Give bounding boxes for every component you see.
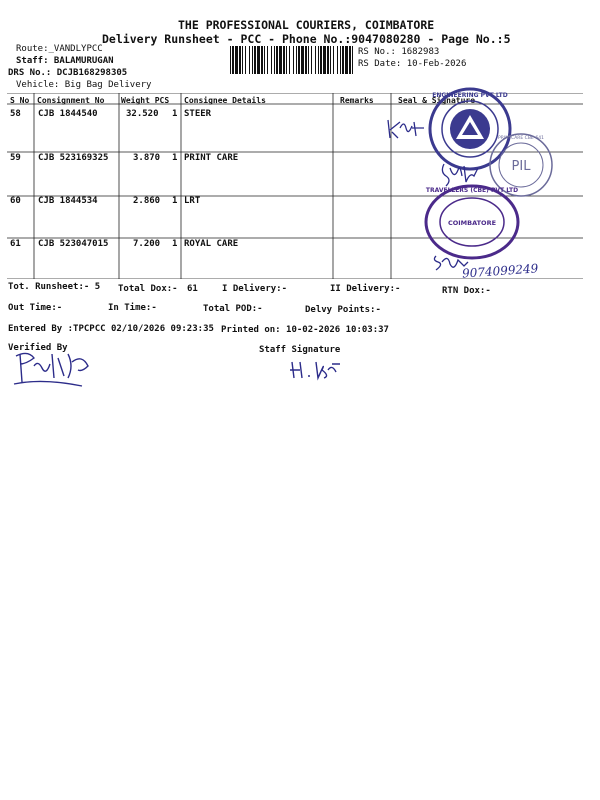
row-weight: 2.860 <box>133 196 161 206</box>
delvy-points: Delvy Points:- <box>305 305 381 315</box>
rs-date: RS Date: 10-Feb-2026 <box>358 59 467 69</box>
staff-label: Staff: BALAMURUGAN <box>16 56 114 66</box>
row-pcs: 1 <box>172 153 178 163</box>
svg-text:TRAVELLERS (CBE) PVT LTD: TRAVELLERS (CBE) PVT LTD <box>425 187 519 194</box>
row-sno: 58 <box>10 109 21 119</box>
row-consignment: CJB 523047015 <box>38 239 109 249</box>
row-consignee: ROYAL CARE <box>184 239 239 249</box>
signature-row-59 <box>438 158 482 190</box>
row-sno: 59 <box>10 153 21 163</box>
staff-signature <box>288 358 344 382</box>
row-consignment: CJB 1844540 <box>38 109 98 119</box>
col-header-weight-pcs: Weight PCS <box>121 96 170 105</box>
tot-runsheet: Tot. Runsheet:- 5 <box>8 282 101 292</box>
out-time: Out Time:- <box>8 303 63 313</box>
i-delivery: I Delivery:- <box>222 284 288 294</box>
document-title: THE PROFESSIONAL COURIERS, COIMBATORE <box>178 18 435 32</box>
rs-number: RS No.: 1682983 <box>358 47 440 57</box>
staff-signature-label: Staff Signature <box>259 345 341 355</box>
row-consignee: LRT <box>184 196 201 206</box>
svg-text:PIL: PIL <box>511 159 531 174</box>
row-pcs: 1 <box>172 196 178 206</box>
svg-text:COIMBATORE: COIMBATORE <box>447 219 497 227</box>
row-consignee: PRINT CARE <box>184 153 239 163</box>
row-consignment: CJB 523169325 <box>38 153 109 163</box>
drs-number: DRS No.: DCJB168298305 <box>8 68 128 78</box>
rtn-dox: RTN Dox:- <box>442 286 491 296</box>
row-weight: 3.870 <box>133 153 161 163</box>
handwritten-phone-number: 9074099249 <box>461 261 539 281</box>
row-pcs: 1 <box>172 109 178 119</box>
row-weight: 32.520 <box>126 109 159 119</box>
vehicle-label: Vehicle: Big Bag Delivery <box>16 80 152 90</box>
printed-on: Printed on: 10-02-2026 10:03:37 <box>221 325 389 335</box>
total-dox-value: 61 <box>187 284 198 294</box>
row-sno: 60 <box>10 196 21 206</box>
svg-text:PRINTCARE CBE-641: PRINTCARE CBE-641 <box>498 136 544 141</box>
svg-text:ENGINEERING PVT LTD: ENGINEERING PVT LTD <box>432 92 508 99</box>
col-header-consignee: Consignee Details <box>184 96 266 105</box>
entered-by: Entered By :TPCPCC 02/10/2026 09:23:35 <box>8 324 214 334</box>
row-pcs: 1 <box>172 239 178 249</box>
ii-delivery: II Delivery:- <box>330 284 401 294</box>
in-time: In Time:- <box>108 303 157 313</box>
verified-by-label: Verified By <box>8 343 68 353</box>
document-subtitle: Delivery Runsheet - PCC - Phone No.:9047080280 - Page No.:5 <box>102 32 511 46</box>
row-consignee: STEER <box>184 109 212 119</box>
col-header-sno: S No <box>10 96 30 105</box>
barcode-image <box>229 46 355 74</box>
col-header-consignment: Consignment No <box>37 96 105 105</box>
total-pod: Total POD:- <box>203 304 263 314</box>
col-header-seal: Seal & Signature <box>398 96 476 105</box>
row-consignment: CJB 1844534 <box>38 196 98 206</box>
row-sno: 61 <box>10 239 21 249</box>
route-label: Route:_VANDLYPCC <box>16 44 103 54</box>
verified-signature <box>12 348 98 390</box>
signature-row-58 <box>384 116 430 142</box>
total-dox-label: Total Dox:- <box>118 284 178 294</box>
col-header-remarks: Remarks <box>340 96 374 105</box>
row-weight: 7.200 <box>133 239 161 249</box>
